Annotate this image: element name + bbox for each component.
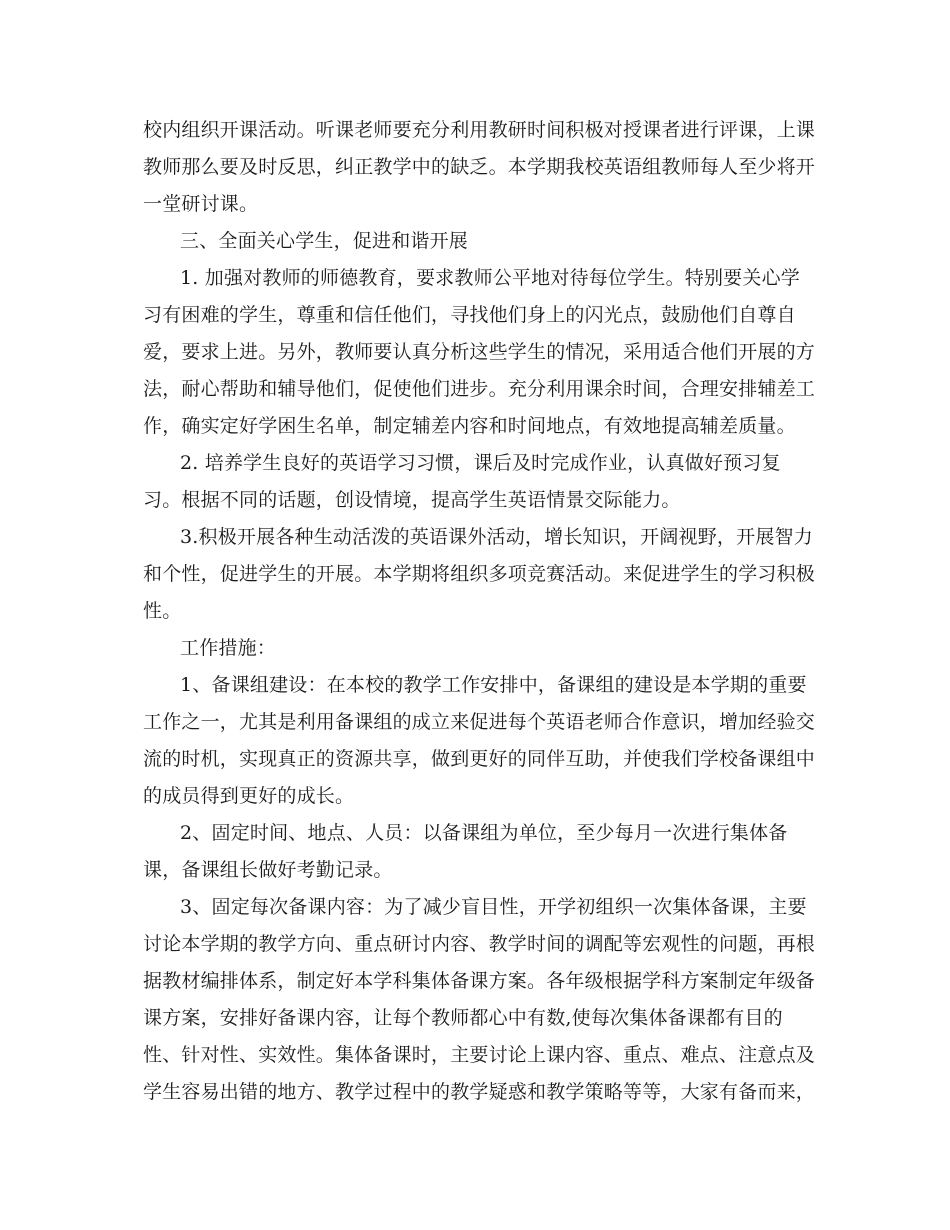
text-line-22: 3、固定每次备课内容：为了减少盲目性，开学初组织一次集体备课，主要 [180, 896, 807, 918]
text-line-24: 据教材编排体系，制定好本学科集体备课方案。各年级根据学科方案制定年级备 [143, 970, 816, 992]
text-line-9: 作，确实定好学困生名单，制定辅差内容和时间地点，有效地提高辅差质量。 [143, 415, 796, 437]
text-line-19: 的成员得到更好的成长。 [143, 785, 355, 807]
text-line-3: 一堂研讨课。 [143, 193, 259, 215]
subheading-work-measures: 工作措施： [180, 637, 277, 659]
text-line-2: 教师那么要及时反思，纠正教学中的缺乏。本学期我校英语组教师每人至少将开 [143, 156, 816, 178]
text-line-20: 2、固定时间、地点、人员：以备课组为单位，至少每月一次进行集体备 [180, 822, 788, 844]
text-line-6: 习有困难的学生，尊重和信任他们，寻找他们身上的闪光点，鼓励他们自尊自 [143, 304, 796, 326]
text-line-26: 性、针对性、实效性。集体备课时，主要讨论上课内容、重点、难点、注意点及 [143, 1044, 816, 1066]
text-line-18: 流的时机，实现真正的资源共享，做到更好的同伴互助，并使我们学校备课组中 [143, 748, 816, 770]
text-line-25: 课方案，安排好备课内容，让每个教师都心中有数,使每次集体备课都有目的 [143, 1007, 783, 1029]
text-line-5: 1. 加强对教师的师德教育，要求教师公平地对待每位学生。特别要关心学 [180, 267, 800, 289]
text-line-14: 性。 [143, 600, 182, 622]
text-line-8: 法，耐心帮助和辅导他们，促使他们进步。充分利用课余时间，合理安排辅差工 [143, 378, 816, 400]
text-line-27: 学生容易出错的地方、教学过程中的教学疑惑和教学策略等等，大家有备而来， [143, 1081, 816, 1103]
text-line-23: 讨论本学期的教学方向、重点研讨内容、教学时间的调配等宏观性的问题，再根 [143, 933, 816, 955]
text-line-21: 课，备课组长做好考勤记录。 [143, 859, 393, 881]
text-line-16: 1、备课组建设：在本校的教学工作安排中，备课组的建设是本学期的重要 [180, 674, 807, 696]
text-line-13: 和个性，促进学生的开展。本学期将组织多项竞赛活动。来促进学生的学习积极 [143, 563, 816, 585]
text-line-17: 工作之一，尤其是利用备课组的成立来促进每个英语老师合作意识，增加经验交 [143, 711, 816, 733]
text-line-12: 3.积极开展各种生动活泼的英语课外活动，增长知识，开阔视野，开展智力 [180, 526, 813, 548]
text-line-11: 习。根据不同的话题，创设情境，提高学生英语情景交际能力。 [143, 489, 681, 511]
section-heading: 三、全面关心学生，促进和谐开展 [180, 230, 469, 252]
text-line-7: 爱，要求上进。另外，教师要认真分析这些学生的情况，采用适合他们开展的方 [143, 341, 816, 363]
text-line-10: 2. 培养学生良好的英语学习习惯，课后及时完成作业，认真做好预习复 [180, 452, 781, 474]
text-line-1: 校内组织开课活动。听课老师要充分利用教研时间积极对授课者进行评课，上课 [143, 119, 816, 141]
